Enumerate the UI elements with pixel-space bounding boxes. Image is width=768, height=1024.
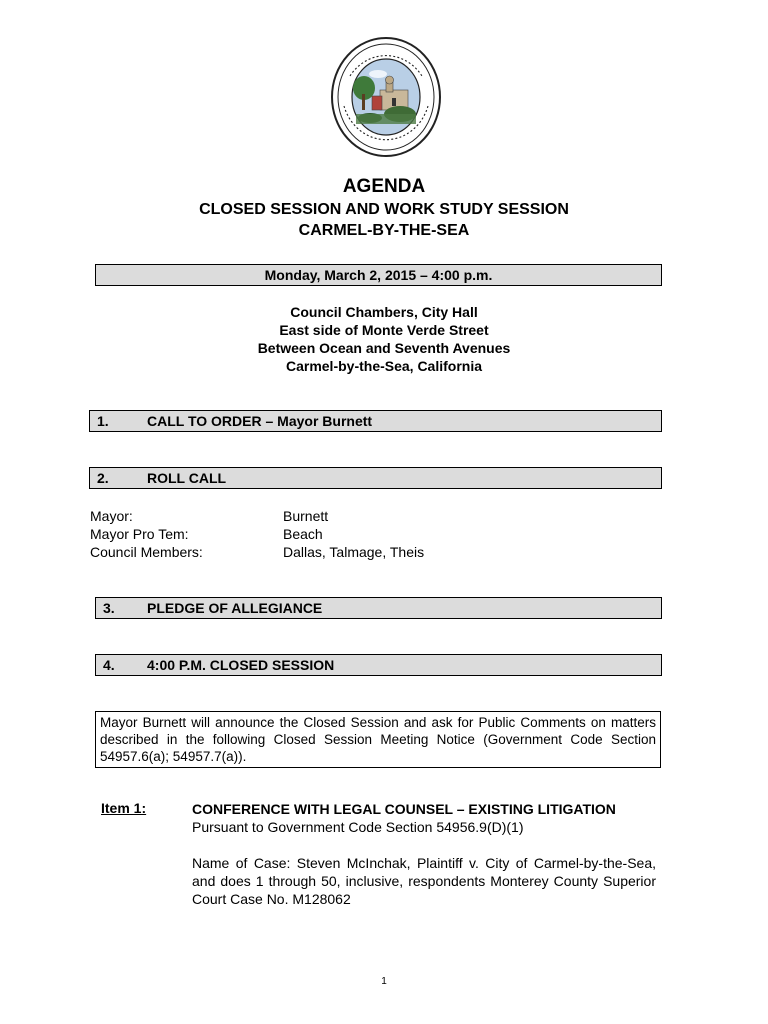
section-heading: CALL TO ORDER – Mayor Burnett: [147, 413, 373, 429]
meeting-date-banner: Monday, March 2, 2015 – 4:00 p.m.: [95, 264, 662, 286]
meeting-location: [0, 303, 768, 375]
roll-call-list: [90, 507, 590, 561]
item-body: [192, 800, 656, 908]
section-heading: ROLL CALL: [147, 470, 227, 486]
location-line: Council Chambers, City Hall: [290, 304, 478, 320]
roll-call-name: Burnett: [283, 508, 329, 524]
section-number: 3.: [103, 600, 115, 616]
roll-call-row: [90, 525, 590, 543]
item-case-description: Name of Case: Steven McInchak, Plaintiff v. City of Carmel-by-the-Sea, and does 1 through 50, inclusive, respondents Monterey County Superior Court Case No. M128062: [192, 855, 656, 907]
agenda-subtitle: CLOSED SESSION AND WORK STUDY SESSION: [199, 201, 569, 218]
location-line: Between Ocean and Seventh Avenues: [257, 340, 511, 356]
section-closed-session: [95, 654, 662, 676]
page-number: 1: [381, 976, 387, 987]
section-heading: PLEDGE OF ALLEGIANCE: [147, 600, 323, 616]
section-roll-call: [89, 467, 662, 489]
item-title: CONFERENCE WITH LEGAL COUNSEL – EXISTING LITIGATION: [192, 801, 616, 817]
section-heading: 4:00 P.M. CLOSED SESSION: [147, 657, 335, 673]
roll-call-role: Council Members:: [90, 544, 203, 560]
city-seal-logo: [330, 36, 442, 158]
roll-call-row: [90, 507, 590, 525]
location-line: East side of Monte Verde Street: [279, 322, 489, 338]
location-line: Carmel-by-the-Sea, California: [285, 358, 483, 374]
city-name-heading: CARMEL-BY-THE-SEA: [298, 222, 470, 239]
closed-session-notice: Mayor Burnett will announce the Closed Session and ask for Public Comments on matters described in the following Closed Session Meeting Notice (Government Code Section 54957.6(a); 54957.7(a)).: [95, 711, 661, 768]
item-subtitle: Pursuant to Government Code Section 54956.9(D)(1): [192, 819, 524, 835]
roll-call-row: [90, 543, 590, 561]
roll-call-name: Beach: [283, 526, 323, 542]
section-pledge: [95, 597, 662, 619]
section-number: 2.: [97, 470, 109, 486]
agenda-title: AGENDA: [342, 176, 426, 197]
section-call-to-order: [89, 410, 662, 432]
section-number: 4.: [103, 657, 115, 673]
roll-call-role: Mayor:: [90, 508, 133, 524]
roll-call-role: Mayor Pro Tem:: [90, 526, 189, 542]
section-number: 1.: [97, 413, 109, 429]
roll-call-name: Dallas, Talmage, Theis: [283, 544, 425, 560]
item-label: Item 1:: [101, 800, 147, 816]
